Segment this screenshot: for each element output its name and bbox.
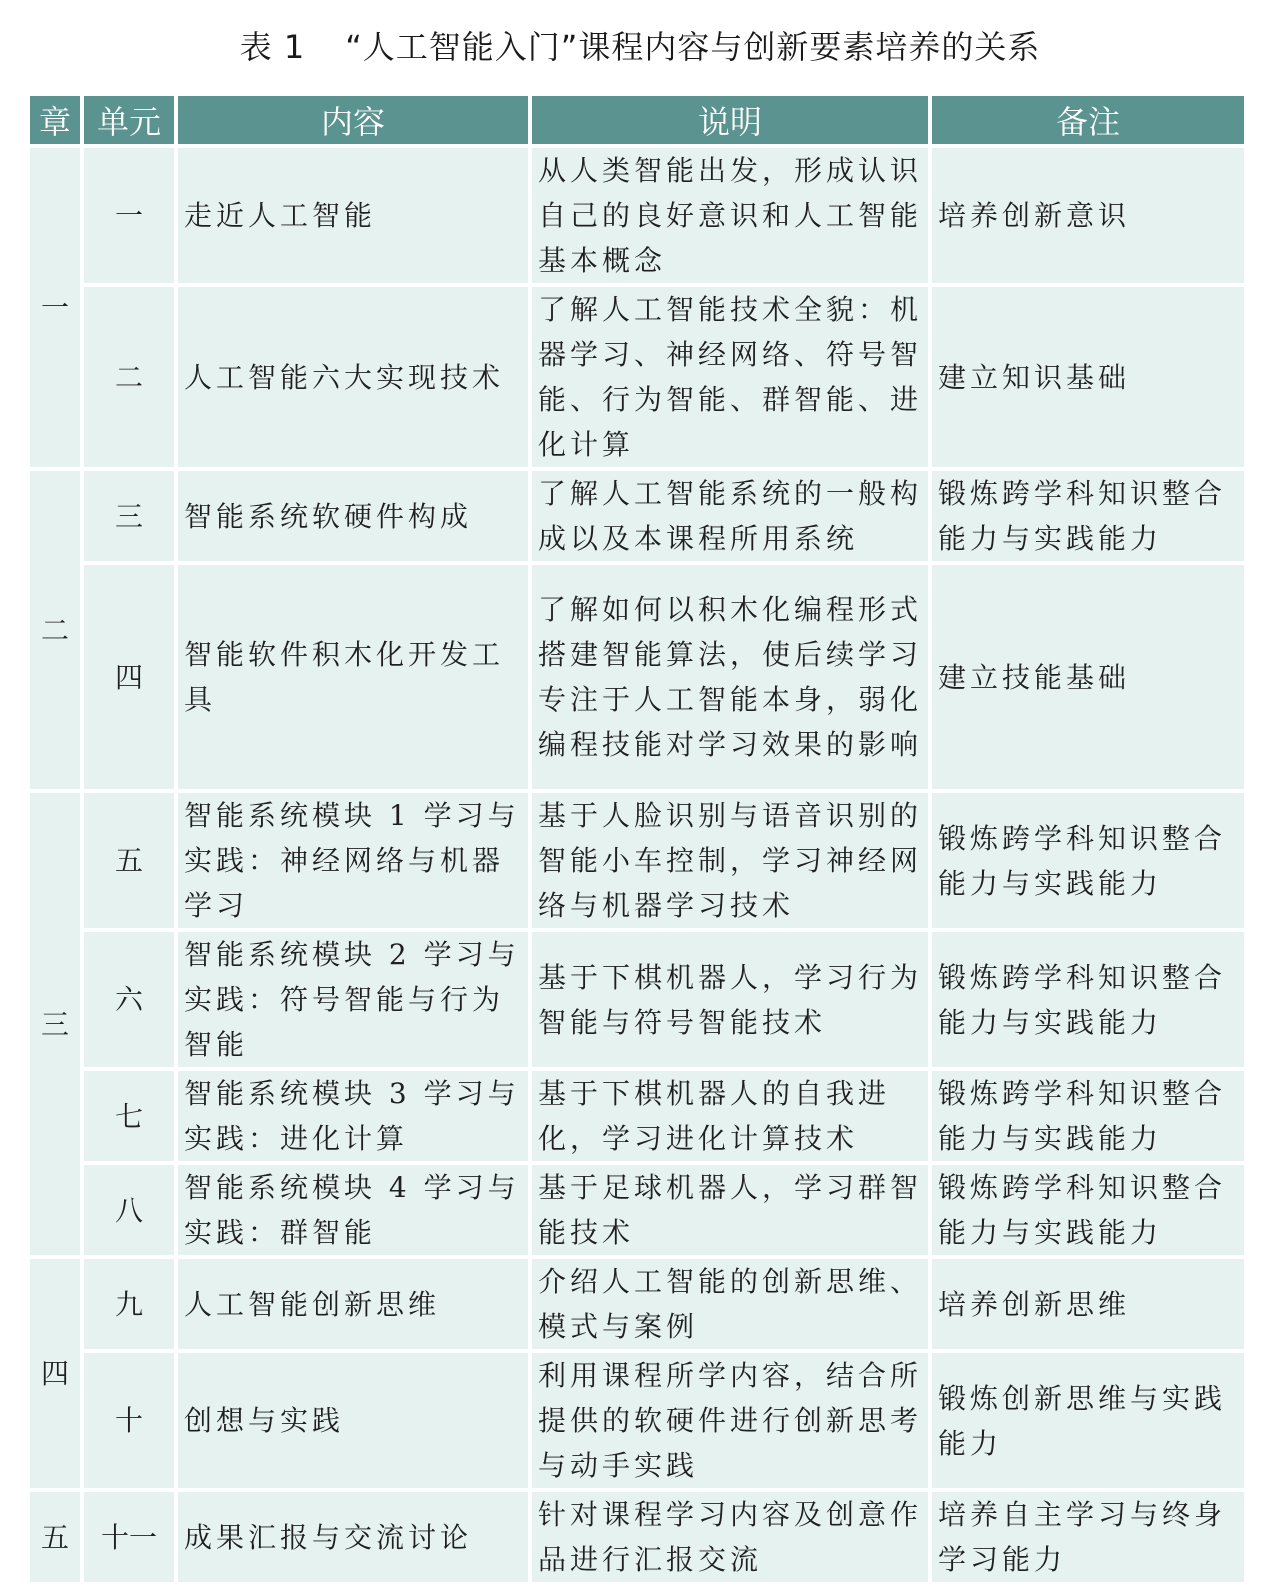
chapter-cell: 三	[30, 793, 80, 1255]
table-row	[30, 793, 1244, 928]
explanation-cell: 了解人工智能系统的一般构成以及本课程所用系统	[532, 471, 928, 561]
unit-cell: 一	[84, 148, 174, 283]
remark-cell: 锻炼跨学科知识整合能力与实践能力	[932, 932, 1244, 1067]
content-cell: 智能系统模块 1 学习与实践：神经网络与机器学习	[178, 793, 528, 928]
table-caption	[0, 22, 1280, 68]
table-row	[30, 1165, 1244, 1255]
explanation-cell: 基于足球机器人，学习群智能技术	[532, 1165, 928, 1255]
table-row	[30, 1353, 1244, 1488]
header-unit: 单元	[84, 96, 174, 144]
remark-cell: 锻炼创新思维与实践能力	[932, 1353, 1244, 1488]
table-number: 表 1	[239, 28, 306, 66]
remark-cell: 建立技能基础	[932, 565, 1244, 789]
table-row	[30, 1071, 1244, 1161]
explanation-cell: 了解人工智能技术全貌：机器学习、神经网络、符号智能、行为智能、群智能、进化计算	[532, 287, 928, 467]
content-cell: 人工智能六大实现技术	[178, 287, 528, 467]
content-cell: 智能系统模块 4 学习与实践：群智能	[178, 1165, 528, 1255]
explanation-cell: 从人类智能出发，形成认识自己的良好意识和人工智能基本概念	[532, 148, 928, 283]
header-chapter: 章	[30, 96, 80, 144]
table-row	[30, 287, 1244, 467]
unit-cell: 十	[84, 1353, 174, 1488]
chapter-cell: 一	[30, 148, 80, 467]
remark-cell: 锻炼跨学科知识整合能力与实践能力	[932, 793, 1244, 928]
unit-cell: 八	[84, 1165, 174, 1255]
explanation-cell: 了解如何以积木化编程形式搭建智能算法，使后续学习专注于人工智能本身，弱化编程技能对学习效果的影响	[532, 565, 928, 789]
remark-cell: 培养自主学习与终身学习能力	[932, 1492, 1244, 1582]
explanation-cell: 介绍人工智能的创新思维、模式与案例	[532, 1259, 928, 1349]
content-cell: 走近人工智能	[178, 148, 528, 283]
explanation-cell: 针对课程学习内容及创意作品进行汇报交流	[532, 1492, 928, 1582]
unit-cell: 十一	[84, 1492, 174, 1582]
header-row	[30, 96, 1244, 144]
explanation-cell: 基于下棋机器人，学习行为智能与符号智能技术	[532, 932, 928, 1067]
explanation-cell: 基于下棋机器人的自我进化，学习进化计算技术	[532, 1071, 928, 1161]
header-explanation: 说明	[532, 96, 928, 144]
content-cell: 创想与实践	[178, 1353, 528, 1488]
unit-cell: 五	[84, 793, 174, 928]
explanation-cell: 利用课程所学内容，结合所提供的软硬件进行创新思考与动手实践	[532, 1353, 928, 1488]
remark-cell: 培养创新思维	[932, 1259, 1244, 1349]
remark-cell: 建立知识基础	[932, 287, 1244, 467]
header-content: 内容	[178, 96, 528, 144]
header-remark: 备注	[932, 96, 1244, 144]
table-row	[30, 932, 1244, 1067]
explanation-cell: 基于人脸识别与语音识别的智能小车控制，学习神经网络与机器学习技术	[532, 793, 928, 928]
unit-cell: 九	[84, 1259, 174, 1349]
chapter-cell: 二	[30, 471, 80, 789]
chapter-cell: 五	[30, 1492, 80, 1582]
content-cell: 智能软件积木化开发工具	[178, 565, 528, 789]
content-cell: 智能系统软硬件构成	[178, 471, 528, 561]
remark-cell: 锻炼跨学科知识整合能力与实践能力	[932, 471, 1244, 561]
table-row	[30, 565, 1244, 789]
content-cell: 智能系统模块 3 学习与实践：进化计算	[178, 1071, 528, 1161]
unit-cell: 四	[84, 565, 174, 789]
table-row	[30, 1492, 1244, 1582]
remark-cell: 锻炼跨学科知识整合能力与实践能力	[932, 1165, 1244, 1255]
table-row	[30, 148, 1244, 283]
unit-cell: 七	[84, 1071, 174, 1161]
remark-cell: 锻炼跨学科知识整合能力与实践能力	[932, 1071, 1244, 1161]
table-row	[30, 471, 1244, 561]
unit-cell: 六	[84, 932, 174, 1067]
chapter-cell: 四	[30, 1259, 80, 1488]
unit-cell: 三	[84, 471, 174, 561]
remark-cell: 培养创新意识	[932, 148, 1244, 283]
unit-cell: 二	[84, 287, 174, 467]
table-row	[30, 1259, 1244, 1349]
content-cell: 智能系统模块 2 学习与实践：符号智能与行为智能	[178, 932, 528, 1067]
content-cell: 人工智能创新思维	[178, 1259, 528, 1349]
content-cell: 成果汇报与交流讨论	[178, 1492, 528, 1582]
table-title: “人工智能入门”课程内容与创新要素培养的关系	[345, 28, 1041, 66]
course-table	[26, 92, 1248, 1586]
